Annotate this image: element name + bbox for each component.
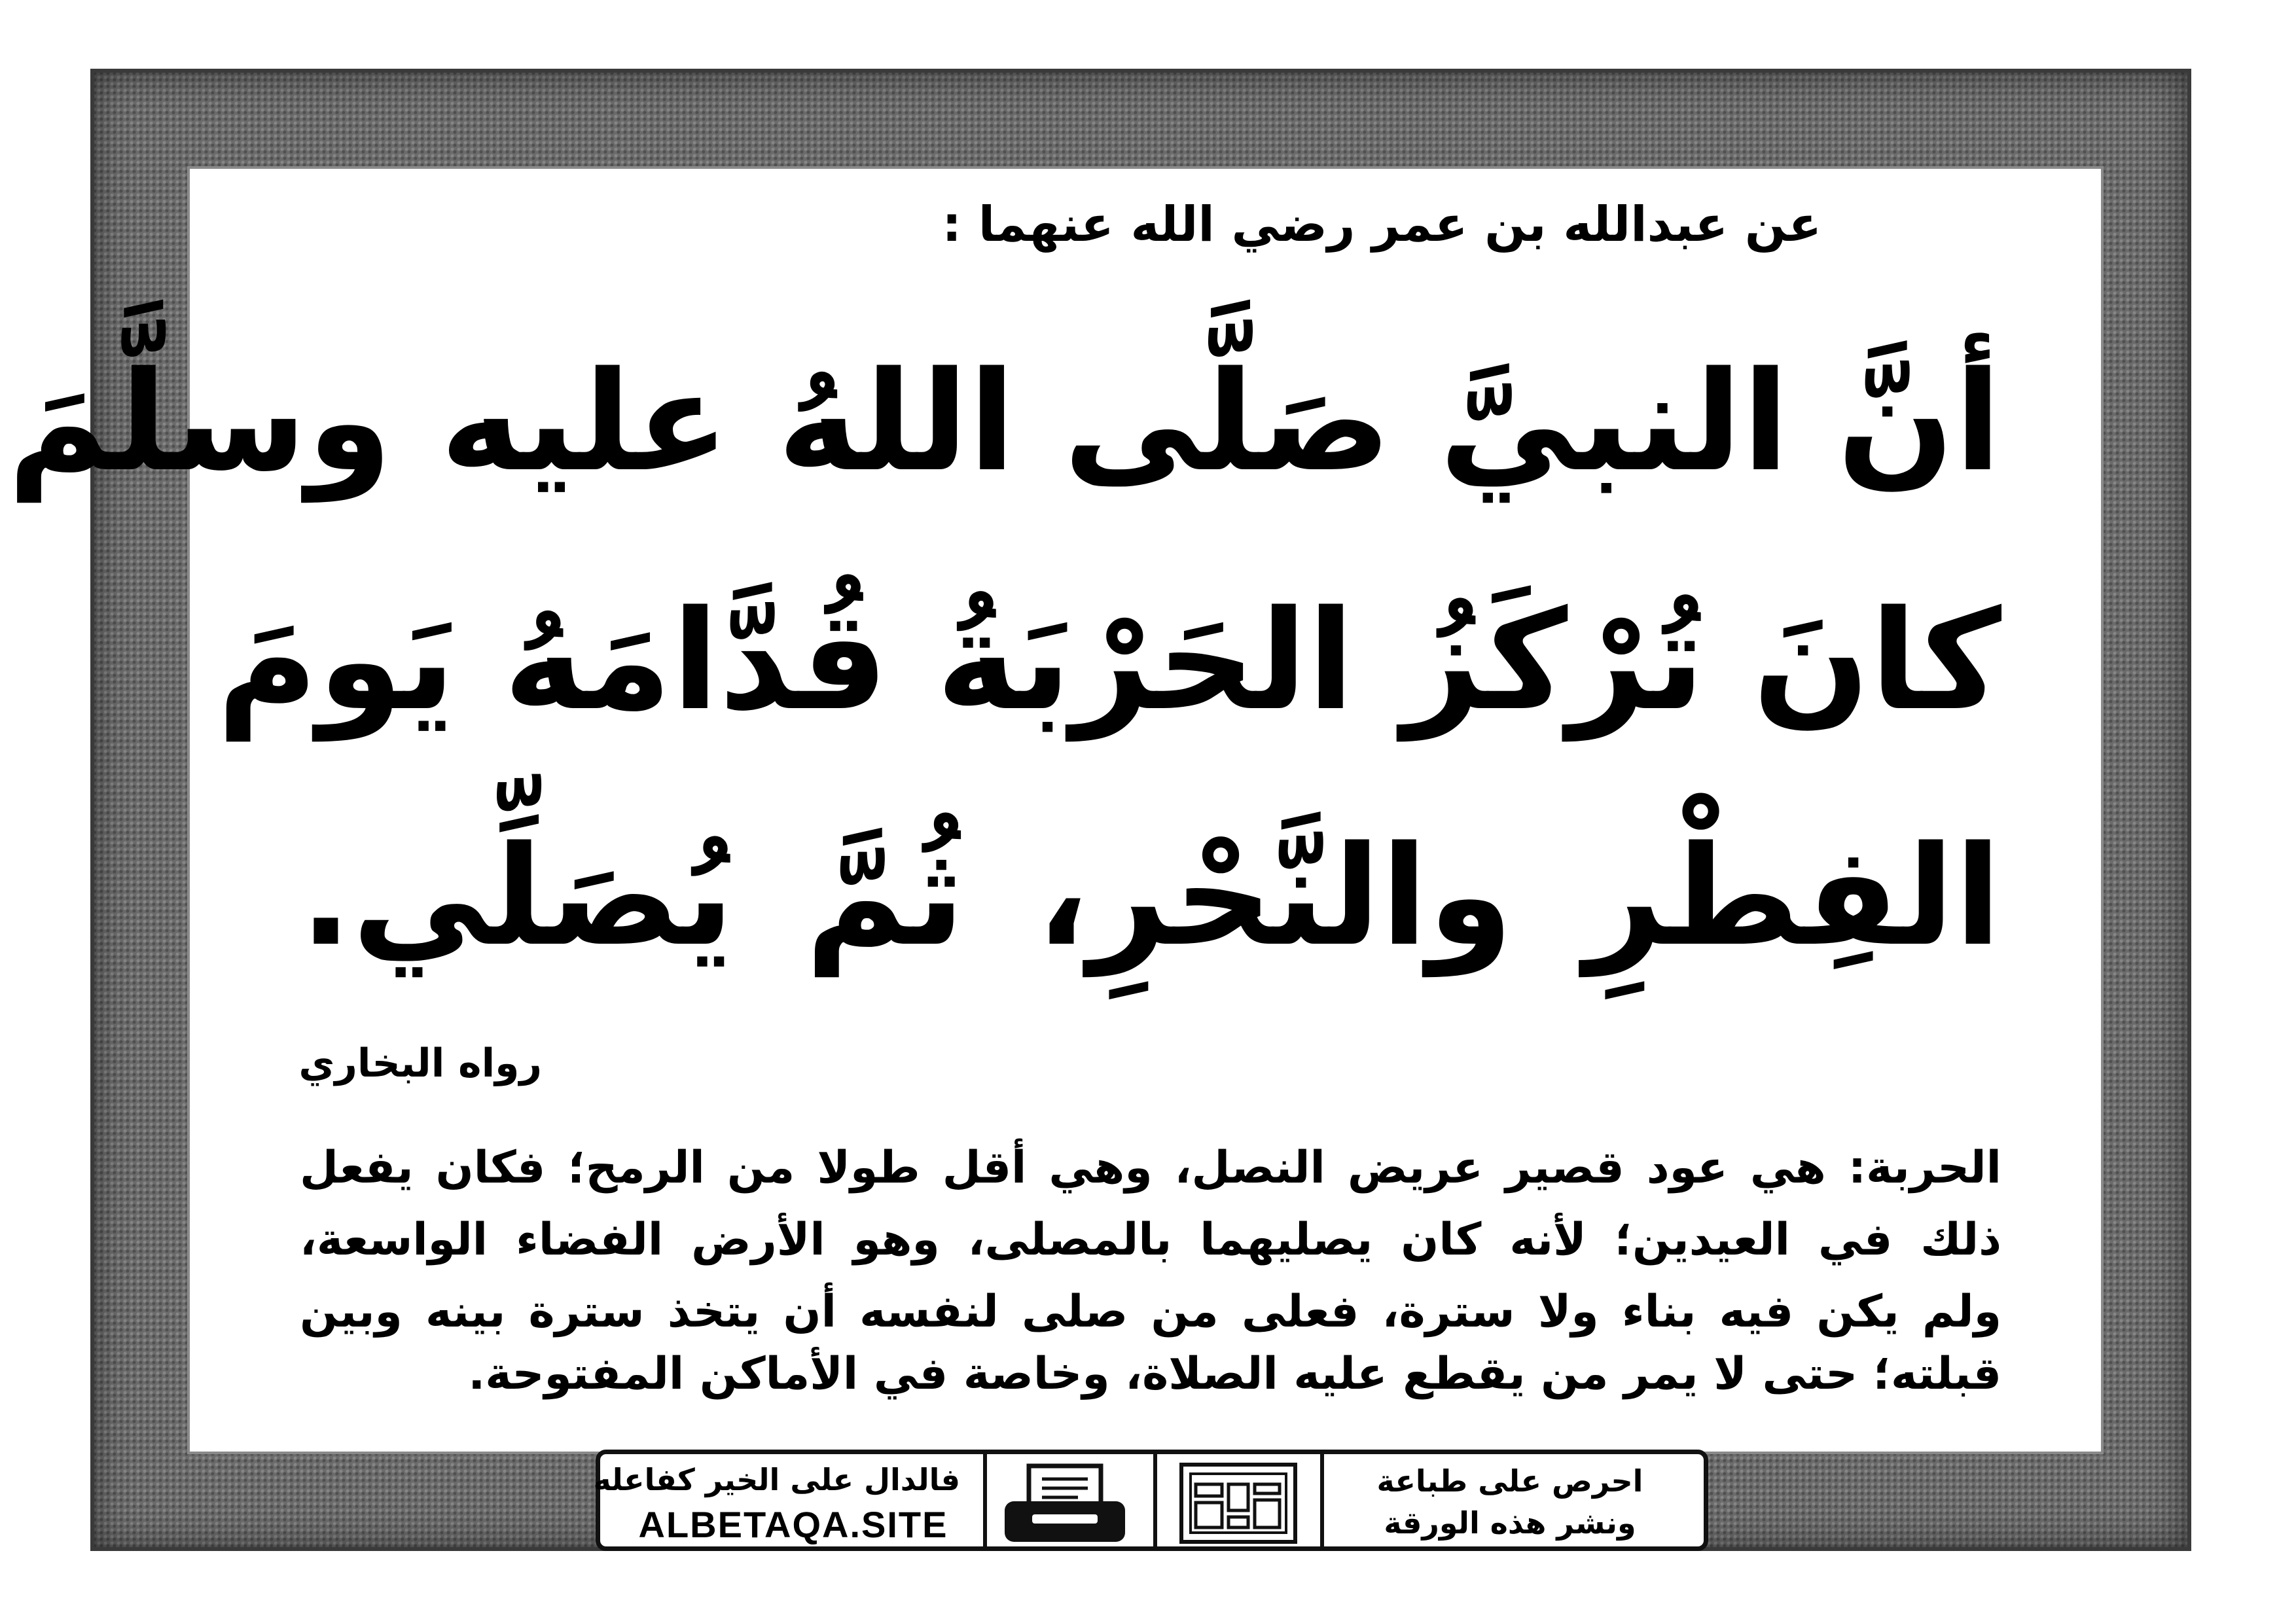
hadith-line-2: كانَ تُرْكَزُ الحَرْبَةُ قُدَّامَهُ يَومَ	[217, 580, 2001, 741]
explanation-line-1: الحربة: هي عود قصير عريض النصل، وهي أقل طولا من الرمح؛ فكان يفعل	[300, 1142, 2001, 1194]
footer-divider	[1320, 1454, 1324, 1546]
logo-icon	[1176, 1461, 1300, 1546]
footer-bar	[593, 1450, 1708, 1551]
hadith-line-1: أنَّ النبيَّ صَلَّى اللهُ عليه وسلَّمَ	[7, 342, 2001, 502]
footer-call-line-2: ونشر هذه الورقة	[1384, 1505, 1636, 1541]
footer-site[interactable]: ALBETAQA.SITE	[638, 1504, 948, 1545]
footer-call-line-1: احرص على طباعة	[1376, 1463, 1643, 1499]
footer-slogan: فالدال على الخير كفاعله	[593, 1462, 960, 1497]
hadith-line-3: الفِطْرِ والنَّحْرِ، ثُمَّ يُصَلِّي.	[300, 816, 2001, 976]
footer-divider	[1153, 1454, 1157, 1546]
explanation-line-2: ذلك في العيدين؛ لأنه كان يصليهما بالمصلى، وهو الأرض الفضاء الواسعة،	[300, 1214, 2001, 1266]
narrator-line: عن عبدالله بن عمر رضي الله عنهما :	[942, 196, 1821, 253]
footer-divider	[983, 1454, 987, 1546]
printer-icon	[999, 1461, 1130, 1546]
explanation-line-3: ولم يكن فيه بناء ولا سترة، فعلى من صلى لنفسه أن يتخذ سترة بينه وبين	[300, 1286, 2001, 1338]
explanation-line-4: قبلته؛ حتى لا يمر من يقطع عليه الصلاة، وخاصة في الأماكن المفتوحة.	[468, 1348, 2001, 1400]
hadith-source: رواه البخاري	[298, 1041, 542, 1086]
